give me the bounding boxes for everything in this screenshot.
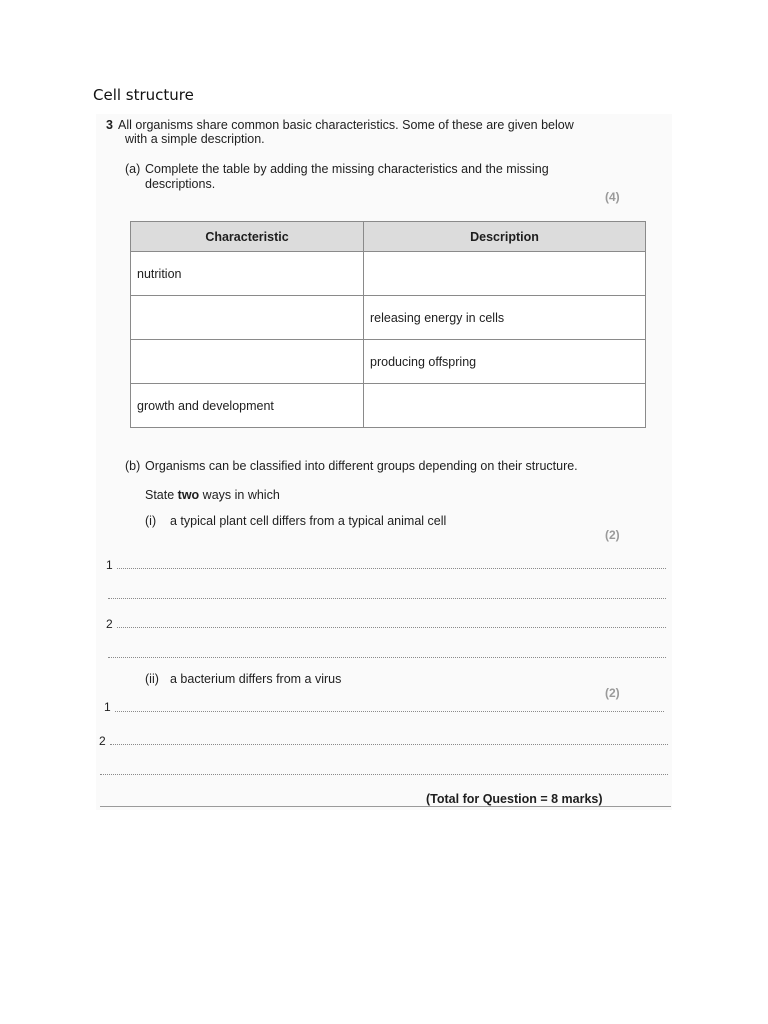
characteristics-table — [130, 221, 646, 428]
answer-line[interactable] — [117, 568, 666, 569]
sub-i-marks: (2) — [605, 528, 620, 542]
table-row — [131, 296, 646, 340]
answer-line[interactable] — [108, 657, 666, 658]
answer-line-number: 2 — [99, 734, 106, 748]
answer-line[interactable] — [117, 627, 666, 628]
table-row — [131, 252, 646, 296]
table-cell-blank[interactable] — [364, 252, 646, 296]
table-row — [131, 384, 646, 428]
sub-ii-label: (ii) — [145, 672, 159, 686]
table-cell-blank[interactable] — [131, 340, 364, 384]
sub-ii-text: a bacterium differs from a virus — [170, 672, 342, 686]
sub-i-text: a typical plant cell differs from a typical animal cell — [170, 514, 447, 528]
table-header-row — [131, 222, 646, 252]
state-suffix: ways in which — [199, 488, 280, 502]
header-description: Description — [364, 222, 646, 252]
part-b-text: Organisms can be classified into different groups depending on their structure. — [145, 459, 578, 473]
answer-line-number: 1 — [106, 558, 113, 572]
state-prefix: State — [145, 488, 178, 502]
question-number: 3 — [106, 118, 113, 132]
answer-line-number: 2 — [106, 617, 113, 631]
table-row — [131, 340, 646, 384]
sub-i-label: (i) — [145, 514, 157, 528]
table-cell-blank[interactable] — [364, 384, 646, 428]
answer-line[interactable] — [100, 774, 668, 775]
page-title: Cell structure — [93, 86, 194, 104]
table-cell: releasing energy in cells — [364, 296, 646, 340]
table-cell: growth and development — [131, 384, 364, 428]
part-a-line1: Complete the table by adding the missing characteristics and the missing — [145, 162, 549, 176]
part-a-line2: descriptions. — [145, 177, 216, 191]
state-instruction — [145, 488, 280, 503]
answer-line[interactable] — [110, 744, 668, 745]
question-intro-line2: with a simple description. — [125, 132, 265, 146]
question-intro-line1: All organisms share common basic characteristics. Some of these are given below — [118, 118, 574, 132]
part-b-label: (b) — [125, 459, 141, 473]
table-cell: producing offspring — [364, 340, 646, 384]
bottom-rule — [100, 806, 671, 807]
sub-ii-marks: (2) — [605, 686, 620, 700]
answer-line[interactable] — [115, 711, 664, 712]
answer-line-number: 1 — [104, 700, 111, 714]
part-a-marks: (4) — [605, 190, 620, 204]
header-characteristic: Characteristic — [131, 222, 364, 252]
state-bold: two — [177, 488, 200, 502]
part-a-label: (a) — [125, 162, 141, 176]
table-cell-blank[interactable] — [131, 296, 364, 340]
question-total: (Total for Question = 8 marks) — [426, 792, 603, 806]
table-cell: nutrition — [131, 252, 364, 296]
answer-line[interactable] — [108, 598, 666, 599]
